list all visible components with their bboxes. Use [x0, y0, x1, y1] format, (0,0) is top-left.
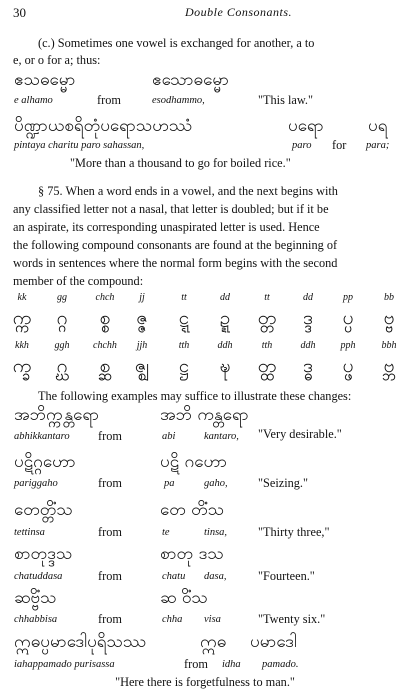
consonant-glyph: ဂ္ဂ [56, 307, 68, 329]
consonant-glyph: ပ္ဖ [342, 355, 354, 377]
gloss: "Here there is forgetfulness to man." [115, 675, 295, 689]
burmese-word: တေ တိံသ [160, 500, 225, 520]
transliteration: te [162, 527, 170, 538]
consonant-glyph: ဇ္ဈ [134, 355, 150, 377]
grid-label: dd [303, 292, 313, 303]
grid-label: kk [17, 292, 27, 303]
burmese-word: ပရ [368, 116, 388, 136]
from-word: from [98, 525, 122, 539]
transliteration: chatu [162, 571, 186, 582]
transliteration: pariggaho [14, 478, 58, 489]
burmese-word: တေတ္တိံသ [14, 500, 73, 520]
page-number: 30 [13, 5, 26, 20]
gloss: "Very desirable." [258, 427, 342, 441]
burmese-word: ဆဗ္ဗိံသ [14, 588, 57, 608]
gloss: "More than a thousand to go for boiled rice." [70, 156, 291, 170]
transliteration: tettinsa [14, 527, 45, 538]
burmese-word: ဣဓ [200, 632, 227, 652]
for-word: for [332, 138, 347, 152]
grid-label: pp [343, 292, 353, 303]
consonant-glyph: ဍ္ဍ [219, 307, 231, 329]
section75-line: § 75. When a word ends in a vowel, and the next begins with [38, 184, 338, 198]
transliteration: iahappamado purisassa [14, 659, 115, 670]
consonant-glyph: ဒ္ဓ [303, 355, 313, 377]
transliteration: chhabbisa [14, 614, 58, 625]
grid-label: bb [384, 292, 394, 303]
consonant-glyph: ဒ္ဒ [303, 307, 313, 329]
section75-line: member of the compound: [13, 274, 144, 288]
from-word: from [98, 569, 122, 583]
grid-label: pph [340, 340, 356, 351]
burmese-word: အဘိ ကန္တရော [160, 405, 249, 425]
gloss: "Thirty three," [258, 525, 330, 539]
section75-line: the following compound consonants are found at the beginning of [13, 238, 338, 252]
grid-label: ddh [300, 340, 316, 351]
gloss: "Fourteen." [258, 569, 315, 583]
burmese-word: ပဋိ ဂဟော [160, 452, 228, 472]
consonant-glyph: ဍ္ဎ [219, 355, 231, 377]
transliteration: idha [222, 659, 241, 670]
consonant-glyph: ဂ္ဃ [56, 355, 68, 377]
transliteration: gaho, [204, 478, 228, 489]
transliteration: chha [162, 614, 183, 625]
burmese-word: ပရော [288, 116, 324, 136]
consonant-glyph: ဗ္ဗ [383, 307, 395, 329]
grid-label: dd [220, 292, 230, 303]
transliteration: para; [366, 140, 390, 151]
transliteration: kantaro, [204, 431, 239, 442]
section75-line: any classified letter not a nasal, that letter is doubled; but if it be [13, 202, 329, 216]
consonant-glyph: က္ခ [12, 355, 32, 377]
transliteration: chatuddasa [14, 571, 63, 582]
burmese-word: ပိဏ္ဍာယစရိတုံပရောသဟဿံ [14, 116, 193, 136]
burmese-word: ဆ ဝိံသ [160, 588, 208, 608]
consonant-glyph: ဇ္ဇ [136, 307, 148, 329]
burmese-word: ပဋိဂ္ဂဟော [14, 452, 76, 472]
transliteration: pa [164, 478, 175, 489]
burmese-word: စာတု ဒသ [160, 544, 224, 564]
transliteration: visa [204, 614, 221, 625]
section75-line: words in sentences where the normal form begins with the second [13, 256, 338, 270]
transliteration: pintaya charitu paro sahassan, [14, 140, 145, 151]
grid-label: kkh [15, 340, 29, 351]
transliteration: abhikkantaro [14, 431, 70, 442]
grid-label: jjh [136, 340, 148, 351]
from-word: from [184, 657, 208, 671]
transliteration: paro [292, 140, 312, 151]
transliteration: abi [162, 431, 176, 442]
burmese-word: ဣဓပ္ပမာဒေါပုရိသဿ [14, 632, 147, 652]
para-c-line1: (c.) Sometimes one vowel is exchanged for another, a to [38, 36, 315, 50]
grid-label: ggh [54, 340, 70, 351]
grid-label: tt [181, 292, 187, 303]
transliteration: e alhamo [14, 95, 53, 106]
consonant-glyph: ပ္ပ [342, 307, 354, 329]
burmese-word: ပမာဒေါ [250, 632, 297, 652]
consonant-glyph: တ္ထ [257, 355, 277, 377]
section75-line: an aspirate, its corresponding unaspirated letter is used. Hence [13, 220, 320, 234]
grid-label: tth [178, 340, 190, 351]
consonant-glyph: စ္ဆ [99, 355, 111, 377]
grid-label: chch [95, 292, 115, 303]
burmese-word: စာတုဒ္ဒသ [14, 544, 73, 564]
burmese-word: ဧသောဓမ္မော [152, 70, 230, 90]
running-title: Double Consonants. [185, 5, 293, 19]
grid-label: tt [264, 292, 270, 303]
burmese-word: အဘိက္ကန္တရော [14, 405, 100, 425]
gloss: "This law." [258, 93, 314, 107]
consonant-glyph: က္က [12, 307, 32, 329]
grid-label: chchh [93, 340, 117, 351]
transliteration: dasa, [204, 571, 227, 582]
consonant-glyph: စ္စ [99, 307, 111, 329]
examples-intro: The following examples may suffice to illustrate these changes: [38, 389, 352, 403]
transliteration: tinsa, [204, 527, 228, 538]
para-c-line2: e, or o for a; thus: [13, 53, 101, 67]
consonant-glyph: ဗ္ဘ [383, 355, 395, 377]
burmese-word: ဧသဓမ္မော [14, 70, 76, 90]
grid-label: bbh [381, 340, 397, 351]
grid-label: gg [57, 292, 67, 303]
grid-label: tth [261, 340, 273, 351]
gloss: "Seizing." [258, 476, 308, 490]
from-word: from [98, 476, 122, 490]
from-word: from [98, 429, 122, 443]
gloss: "Twenty six." [258, 612, 326, 626]
from-word: from [98, 612, 122, 626]
transliteration: pamado. [262, 659, 299, 670]
consonant-glyph: ဋ္ဋ [178, 307, 190, 329]
transliteration: esodhammo, [152, 95, 205, 106]
from-word: from [97, 93, 121, 107]
grid-label: jj [139, 292, 145, 303]
consonant-glyph: တ္တ [257, 307, 277, 329]
grid-label: ddh [217, 340, 233, 351]
consonant-glyph: ဋ္ဌ [178, 355, 190, 377]
